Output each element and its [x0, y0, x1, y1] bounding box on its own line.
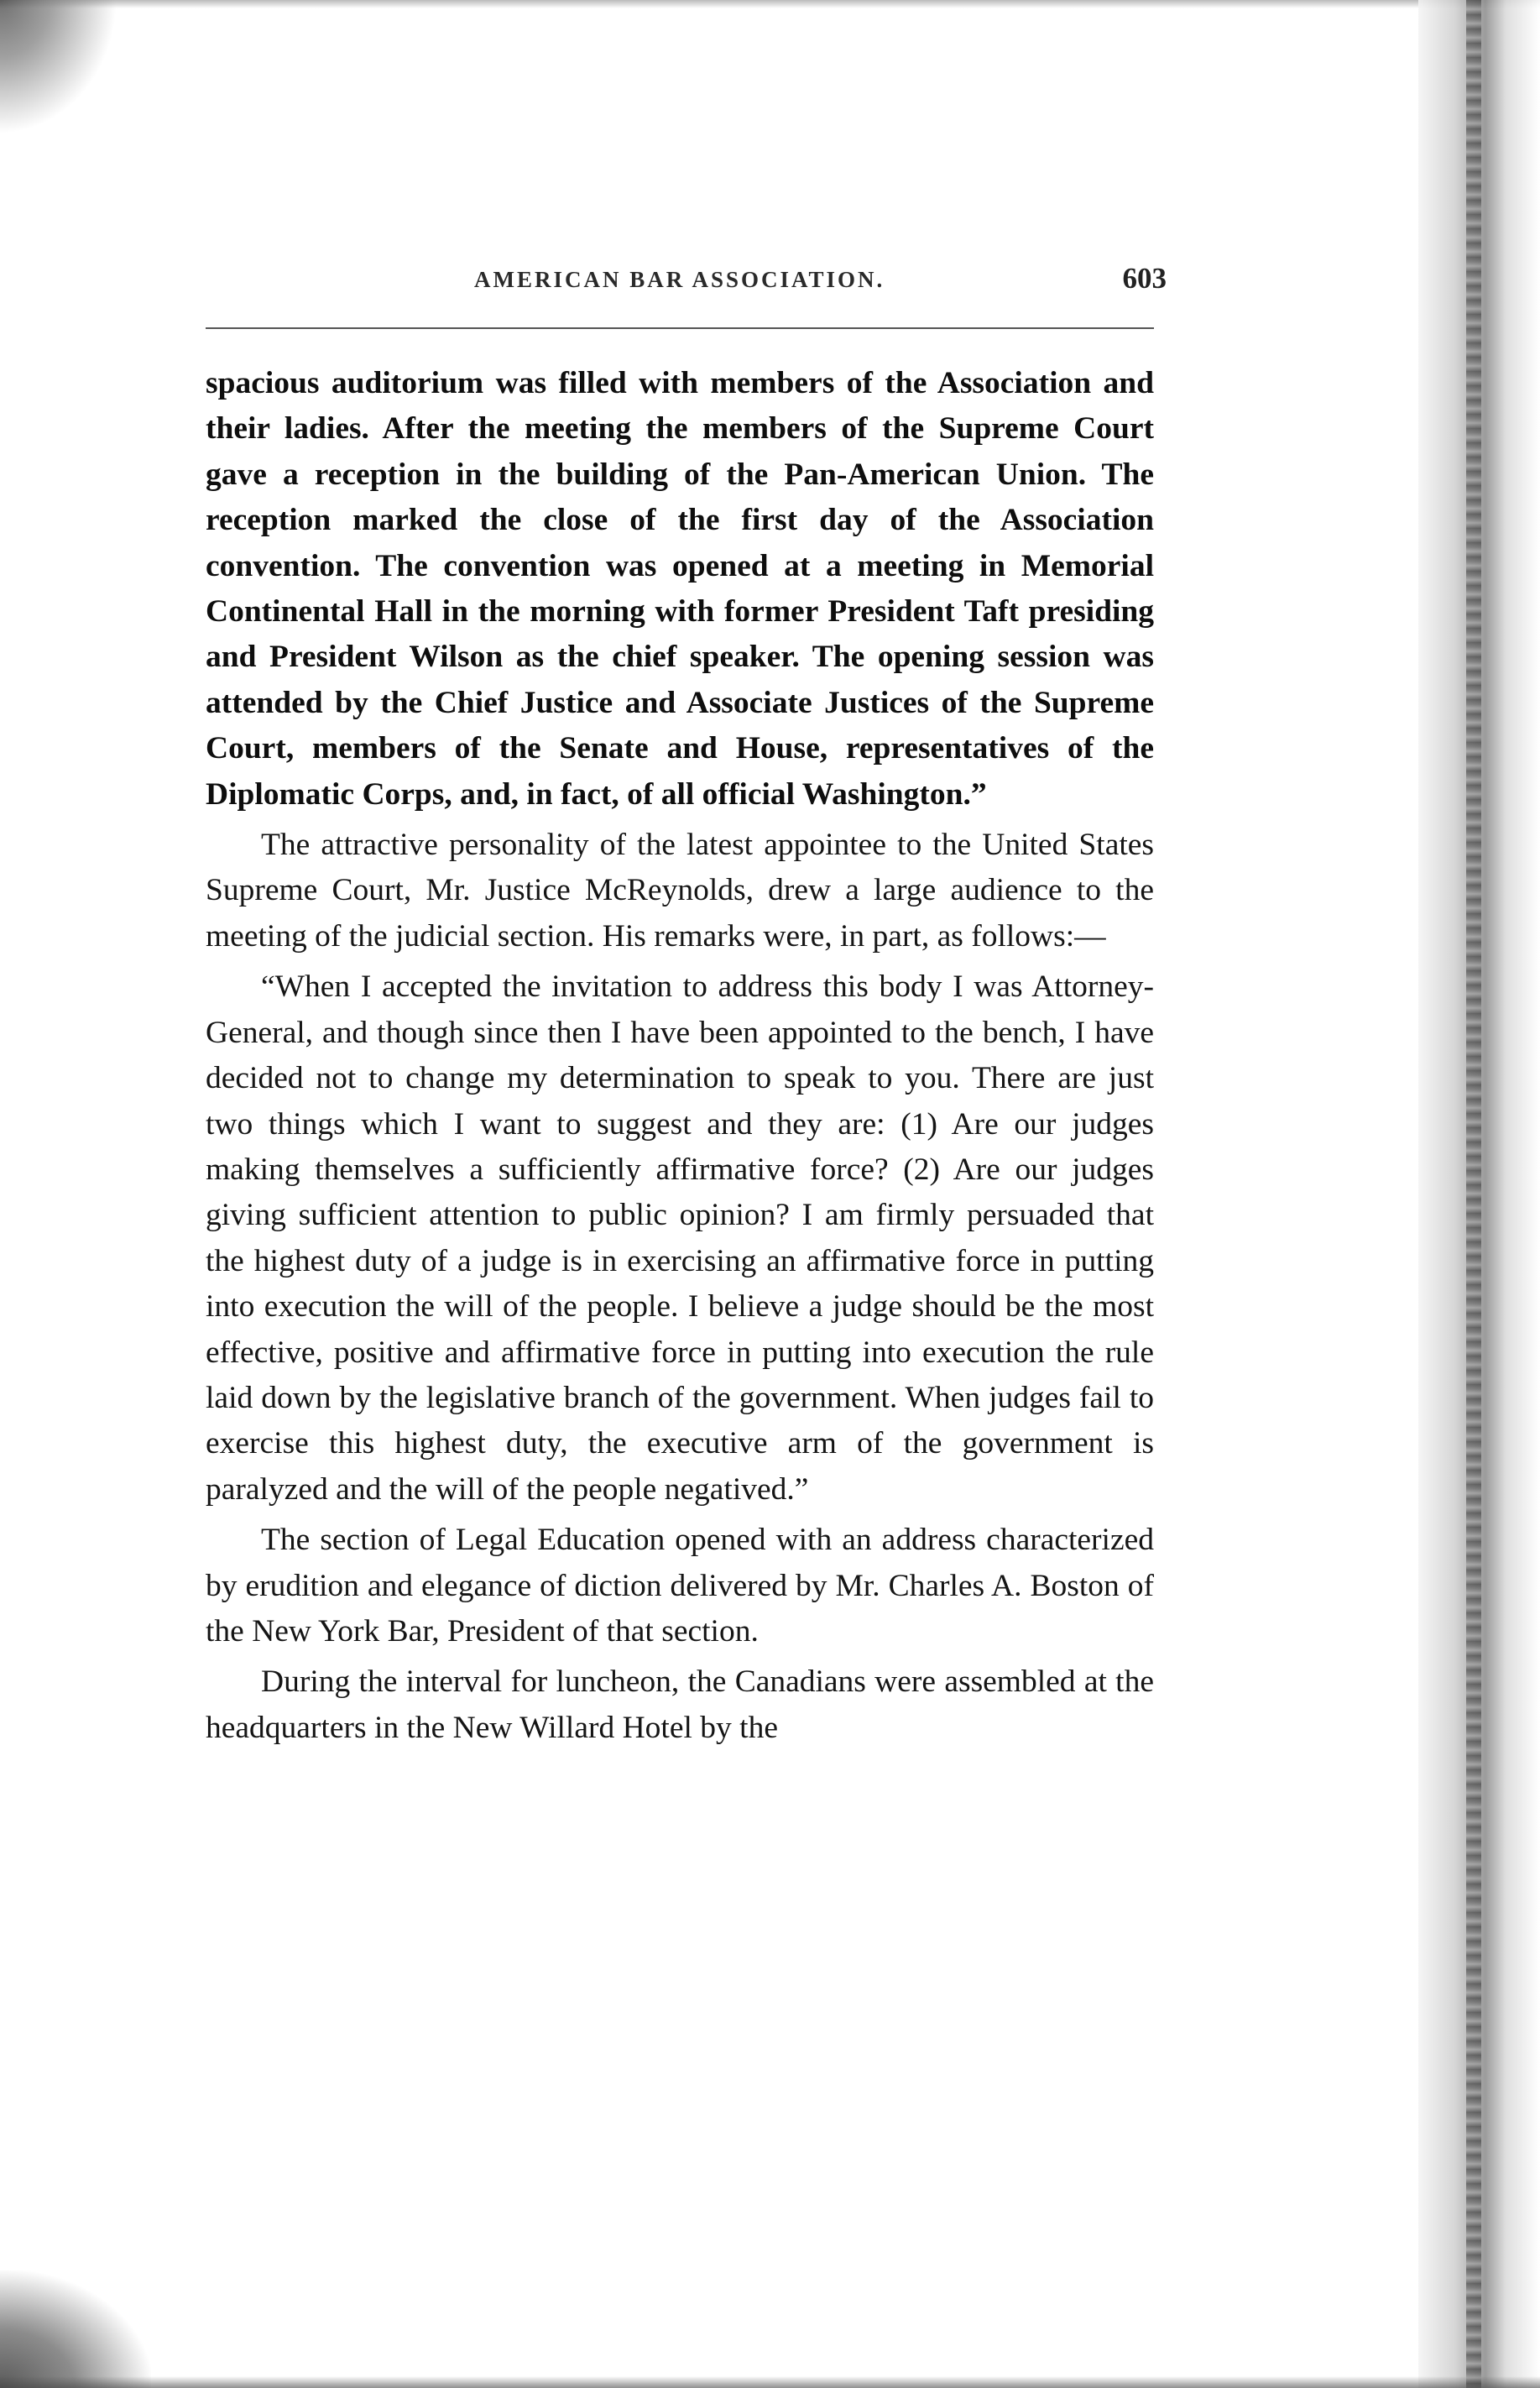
paragraph: The attractive personality of the latest appointee to the United States Supreme Court, Mr. Justice McReynolds, drew a large audience to the meeting of the judicial section. His remarks were, in part, as follows:—: [206, 828, 1154, 954]
page-header: [206, 262, 1167, 304]
page-number: 603: [1122, 262, 1167, 295]
paragraph: The section of Legal Education opened with an address characterized by erudition and elegance of diction delivered by Mr. Charles A. Boston of the New York Bar, President of that section.: [206, 1523, 1154, 1649]
paragraph: “When I accepted the invitation to address this body I was Attorney-General, and though since then I have been appointed to the bench, I have decided not to change my determination to speak to you. There are just two things which I want to suggest and they are: (1) Are our judges making themselves a sufficiently affirmative force? (2) Are our judges giving sufficient attention to public opinion? I am firmly persuaded that the highest duty of a judge is in exercising an affirmative force in putting into execution the will of the people. I believe a judge should be the most effective, positive and affirmative force in putting into execution the rule laid down by the legislative branch of the government. When judges fail to exercise this highest duty, the executive arm of the government is paralyzed and the will of the people negatived.”: [206, 969, 1154, 1507]
paragraph: spacious auditorium was filled with members of the Association and their ladies. After the meeting the members of the Supreme Court gave a reception in the building of the Pan-American Union. The reception marked the close of the first day of the Association convention. The convention was opened at a meeting in Memorial Continental Hall in the morning with former President Taft presiding and President Wilson as the chief speaker. The opening session was attended by the Chief Justice and Associate Justices of the Supreme Court, members of the Senate and House, representatives of the Diplomatic Corps, and, in fact, of all official Washington.”: [206, 366, 1154, 812]
header-rule: [206, 327, 1154, 329]
paragraph: During the interval for luncheon, the Canadians were assembled at the headquarters in the New Willard Hotel by the: [206, 1664, 1154, 1745]
scan-binding-shadow: [1466, 0, 1481, 2388]
body-text: [206, 361, 1154, 1751]
scan-corner-shadow-bottom-left: [0, 2270, 151, 2388]
scan-corner-shadow-top-left: [0, 0, 117, 134]
scan-top-edge: [0, 0, 1540, 8]
scan-bottom-edge: [0, 2376, 1540, 2388]
running-head: AMERICAN BAR ASSOCIATION.: [474, 267, 885, 292]
